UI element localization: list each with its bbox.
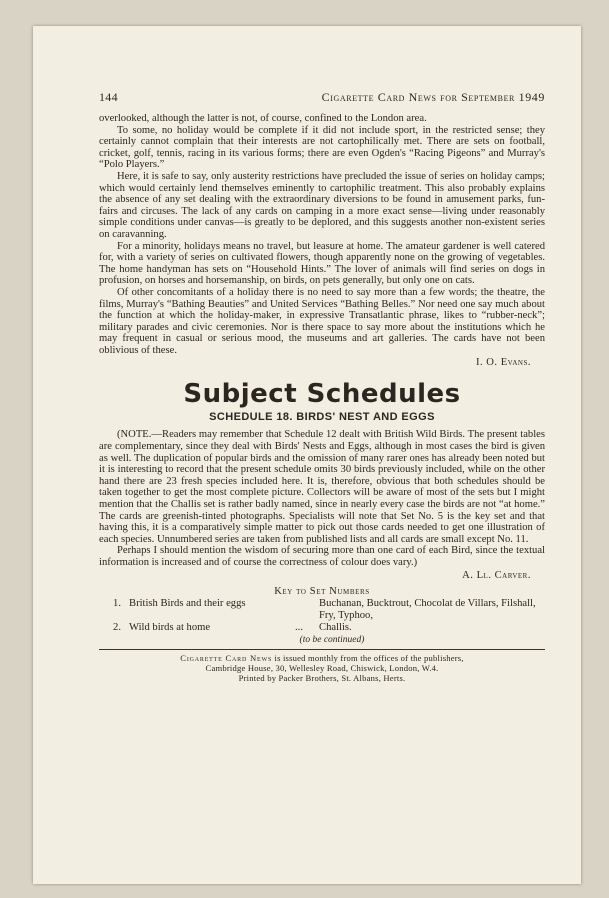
footer-address: Cambridge House, 30, Wellesley Road, Chiswick, London, W.4. [205, 662, 439, 673]
schedule-paragraph: Perhaps I should mention the wisdom of securing more than one card of each Bird, since the textual information is increased and of course the correctness of colour does vary.) [99, 545, 545, 568]
schedule-heading: SCHEDULE 18. BIRDS' NEST AND EGGS [209, 411, 435, 424]
footer-line [99, 653, 545, 663]
publisher-footer [99, 649, 545, 683]
article-paragraph: To some, no holiday would be complete if it did not include sport, in the restricted sense; they certainly cannot complain that their interests are not cartophilically met. There are sets on football, cricket, golf, tennis, racing in its various forms; there are even Ogden's “Racing Pigeons” and Murray's “Polo Players.” [99, 124, 545, 171]
key-item-subject: Wild birds at home [129, 621, 211, 633]
key-item-makers: Buchanan, Bucktrout, Chocolat de Villars, Filshall, Fry, Typhoo, [319, 597, 536, 621]
section-title: Subject Schedules [183, 379, 461, 410]
key-item [99, 598, 545, 622]
key-item-makers: Challis. [319, 621, 352, 633]
footer-line1-text: is issued monthly from the offices of the publishers, [274, 652, 464, 663]
key-list [99, 598, 545, 634]
article-paragraph: For a minority, holidays means no travel, but leasure at home. The amateur gardener is well catered for, with a variety of series on cultivated flowers, though apparently none on the growing of vegetables. The home handyman has sets on “Household Hints.” The lover of animals will find series on dogs in profusion, on horses and horsemanship, on birds, on pets generally, but only one on cats. [99, 240, 545, 287]
key-item-subject: British Birds and their eggs [129, 597, 246, 609]
magazine-page [33, 26, 581, 884]
schedule-paragraph: (NOTE.—Readers may remember that Schedule 12 dealt with British Wild Birds. The present tables are complementary, since they deal with Birds' Nests and Eggs, although in most cases the bird is given as well. The duplication of popular birds and the omission of many rarer ones has already been noted but it is interesting to record that the present schedule omits 30 birds previously included, while on the other hand there are 23 fresh species included here. It is, therefore, obvious that both schedules should be taken together to get the most complete picture. Collectors will be aware of most of the sets but I might mention that the Challis set is rather badly named, since in nearly every case the birds are not “at home.” The cards are greenish-tinted photographs. Specialists will note that Set No. 5 is the key set and that having this, it is a comparatively simple matter to pick out those cards needed to get one illustration of each species. Unnumbered series are taken from published lists and all cards are small except No. 11. [99, 429, 545, 545]
key-item-leader: ... [295, 621, 303, 633]
article-body [99, 113, 545, 356]
continued-note: (to be continued) [299, 634, 365, 645]
key-item [99, 622, 545, 634]
footer-brand: Cigarette Card News [180, 652, 273, 663]
article-paragraph: overlooked, although the latter is not, of course, confined to the London area. [99, 113, 427, 124]
key-title: Key to Set Numbers [274, 585, 370, 597]
key-item-number: 1. [113, 597, 121, 609]
article-paragraph: Here, it is safe to say, only austerity restrictions have precluded the issue of series on holiday camps; which would certainly lend themselves eminently to cartophilic treatment. This also probably explains the absence of any set dealing with the extraordinary diversions to be found in amusement parks, fun-fairs and circuses. The lack of any cards on camping in a more exact sense—living under reasonably simple conditions under canvas—is greatly to be deplored, and this suggests another non-existent series on caravanning. [99, 170, 545, 240]
schedule-author: A. Ll. Carver. [462, 569, 531, 581]
schedule-note [99, 429, 545, 568]
key-item-number: 2. [113, 621, 121, 633]
article-paragraph: Of other concomitants of a holiday there is no need to say more than a few words; the theatre, the films, Murray's “Bathing Beauties” and United Services “Bathing Belles.” Nor need one say much about the function at which the holiday-maker, in expressive Transatlantic phrase, likes to “rubber-neck”; military parades and civic ceremonies. Nor is there space to say more about the institutions which he may frequent in casual or serious mood, the museums and art galleries. The cards have not been oblivious of these. [99, 286, 545, 356]
running-header [99, 90, 545, 105]
key-item-leader [279, 598, 319, 622]
footer-printer: Printed by Packer Brothers, St. Albans, Herts. [238, 672, 406, 683]
article-author: I. O. Evans. [475, 357, 531, 369]
page-number: 144 [99, 90, 118, 104]
running-title: Cigarette Card News for September 1949 [321, 90, 545, 104]
